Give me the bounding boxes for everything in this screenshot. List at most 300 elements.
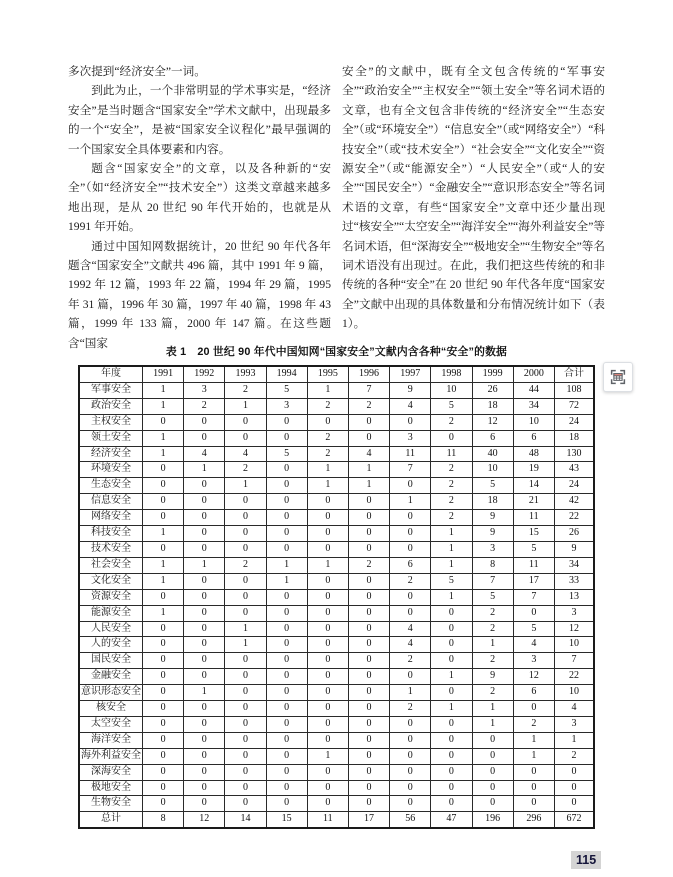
column-header: 2000: [513, 366, 554, 382]
table-cell: 1: [431, 589, 472, 605]
table-cell: 0: [348, 701, 389, 717]
table-cell: 0: [472, 764, 513, 780]
table-cell: 34: [513, 398, 554, 414]
table-cell: 0: [307, 653, 348, 669]
table-cell: 0: [390, 732, 431, 748]
table-cell: 0: [184, 510, 225, 526]
table-cell: 1: [225, 478, 266, 494]
table-cell: 0: [225, 685, 266, 701]
column-header: 1999: [472, 366, 513, 382]
row-label: 核安全: [79, 701, 143, 717]
table-cell: 0: [266, 732, 307, 748]
column-header: 1991: [143, 366, 184, 382]
table-cell: 1: [513, 732, 554, 748]
table-cell: 1: [431, 701, 472, 717]
table-cell: 2: [390, 701, 431, 717]
table-cell: 1: [184, 685, 225, 701]
table-cell: 0: [555, 764, 595, 780]
table-cell: 0: [266, 685, 307, 701]
table-cell: 0: [184, 621, 225, 637]
table-cell: 10: [555, 637, 595, 653]
table-cell: 0: [225, 669, 266, 685]
table-row: [79, 732, 594, 748]
table-cell: 17: [348, 812, 389, 828]
table-cell: 6: [513, 685, 554, 701]
table-cell: 2: [431, 478, 472, 494]
table-cell: 0: [184, 573, 225, 589]
table-cell: 13: [555, 589, 595, 605]
table-row: [79, 780, 594, 796]
table-cell: 15: [513, 526, 554, 542]
paragraph: 通过中国知网数据统计，20 世纪 90 年代各年题含“国家安全”文献共 496 篇，其中 1991 年 9 篇，1992 年 12 篇，1993 年 22 篇，1994 年 29 篇，1995 年 31 篇，1996 年 30 篇，1997 年 40 篇，1998 年 43 篇，1999 年 133 篇，2000 年 147 篇。在这些题含“国家: [68, 239, 331, 350]
table-cell: 12: [472, 414, 513, 430]
table-row: [79, 669, 594, 685]
table-cell: 0: [184, 780, 225, 796]
table-cell: 108: [555, 382, 595, 398]
table-cell: 4: [348, 446, 389, 462]
table-cell: 26: [555, 526, 595, 542]
table-cell: 0: [143, 653, 184, 669]
table-cell: 0: [348, 494, 389, 510]
table-cell: 22: [555, 510, 595, 526]
table-cell: 22: [555, 669, 595, 685]
security-data-table: [78, 365, 595, 829]
table-cell: 0: [143, 589, 184, 605]
table-cell: 18: [472, 494, 513, 510]
table-cell: 7: [348, 382, 389, 398]
table-cell: 1: [431, 541, 472, 557]
table-cell: 1: [143, 446, 184, 462]
table-cell: 0: [225, 573, 266, 589]
table-row: [79, 589, 594, 605]
table-cell: 7: [513, 589, 554, 605]
table-cell: 43: [555, 462, 595, 478]
left-column: [68, 62, 331, 353]
table-cell: 0: [143, 732, 184, 748]
table-cell: 0: [225, 605, 266, 621]
table-cell: 7: [390, 462, 431, 478]
table-cell: 0: [266, 669, 307, 685]
table-cell: 11: [513, 557, 554, 573]
row-label: 海洋安全: [79, 732, 143, 748]
table-cell: 0: [184, 414, 225, 430]
table-cell: 0: [513, 780, 554, 796]
table-cell: 0: [184, 589, 225, 605]
table-cell: 0: [307, 589, 348, 605]
table-section: [68, 344, 605, 829]
table-cell: 0: [431, 796, 472, 812]
table-row: [79, 764, 594, 780]
table-cell: 6: [472, 430, 513, 446]
paragraph: 安全”的文献中，既有全文包含传统的“军事安全”“政治安全”“主权安全”“领土安全”等名词术语的文章，也有全文包含非传统的“经济安全”“生态安全”（或“环境安全”）“信息安全”（或“网络安全”）“科技安全”（或“技术安全”）“社会安全”“文化安全”“资源安全”（或“能源安全”）“人民安全”（或“人的安全”“国民安全”）“金融安全”“意识形态安全”等名词术语的文章，有些“国家安全”文章中还少量出现过“核安全”“太空安全”“海洋安全”“海外利益安全”等名词术语，但“深海安全”“极地安全”“生物安全”等名词术语没有出现过。在此，我们把这些传统的和非传统的各种“安全”在 20 世纪 90 年代各年度“国家安全”文献中出现的具体数量和分布情况统计如下（表 1）。: [342, 65, 605, 331]
table-cell: 0: [348, 796, 389, 812]
table-row: [79, 462, 594, 478]
table-row: [79, 510, 594, 526]
table-cell: 2: [431, 494, 472, 510]
table-row: [79, 541, 594, 557]
table-cell: 34: [555, 557, 595, 573]
row-label: 深海安全: [79, 764, 143, 780]
table-cell: 3: [184, 382, 225, 398]
table-cell: 0: [307, 669, 348, 685]
table-cell: 10: [555, 685, 595, 701]
table-cell: 2: [472, 653, 513, 669]
table-cell: 12: [184, 812, 225, 828]
table-cell: 0: [225, 494, 266, 510]
table-cell: 2: [307, 430, 348, 446]
table-cell: 1: [143, 430, 184, 446]
table-cell: 1: [431, 557, 472, 573]
table-row: [79, 526, 594, 542]
table-cell: 0: [348, 430, 389, 446]
table-cell: 10: [513, 414, 554, 430]
table-cell: 0: [225, 589, 266, 605]
table-cell: 9: [555, 541, 595, 557]
table-cell: 11: [307, 812, 348, 828]
table-cell: 0: [143, 716, 184, 732]
table-cell: 2: [513, 716, 554, 732]
table-cell: 0: [184, 637, 225, 653]
table-cell: 1: [266, 573, 307, 589]
table-cell: 0: [225, 701, 266, 717]
table-cell: 0: [143, 701, 184, 717]
table-cell: 11: [513, 510, 554, 526]
table-cell: 0: [266, 414, 307, 430]
table-cell: 0: [143, 780, 184, 796]
table-cell: 0: [266, 430, 307, 446]
table-cell: 7: [472, 573, 513, 589]
table-cell: 0: [307, 701, 348, 717]
row-label: 生态安全: [79, 478, 143, 494]
table-cell: 0: [184, 748, 225, 764]
table-cell: 0: [266, 605, 307, 621]
table-cell: 18: [472, 398, 513, 414]
table-cell: 0: [184, 764, 225, 780]
row-label: 政治安全: [79, 398, 143, 414]
table-cell: 0: [307, 526, 348, 542]
table-cell: 0: [266, 526, 307, 542]
table-row: [79, 382, 594, 398]
table-cell: 0: [390, 605, 431, 621]
row-label: 信息安全: [79, 494, 143, 510]
row-label: 国民安全: [79, 653, 143, 669]
table-cell: 0: [225, 653, 266, 669]
column-header: 1994: [266, 366, 307, 382]
table-cell: 0: [555, 780, 595, 796]
row-label: 人民安全: [79, 621, 143, 637]
table-cell: 0: [143, 669, 184, 685]
table-cell: 0: [390, 526, 431, 542]
table-row: [79, 796, 594, 812]
table-cell: 0: [266, 701, 307, 717]
table-cell: 26: [472, 382, 513, 398]
table-row: [79, 748, 594, 764]
table-cell: 0: [431, 430, 472, 446]
table-cell: 0: [184, 701, 225, 717]
table-cell: 0: [513, 796, 554, 812]
table-cell: 0: [307, 541, 348, 557]
table-row: [79, 414, 594, 430]
table-cell: 6: [390, 557, 431, 573]
table-row: [79, 398, 594, 414]
table-cell: 2: [225, 557, 266, 573]
table-row: [79, 446, 594, 462]
table-cell: 0: [307, 605, 348, 621]
table-cell: 2: [348, 557, 389, 573]
table-cell: 1: [225, 637, 266, 653]
table-cell: 2: [390, 573, 431, 589]
table-cell: 3: [555, 605, 595, 621]
table-cell: 0: [348, 573, 389, 589]
table-cell: 0: [472, 732, 513, 748]
table-cell: 0: [143, 494, 184, 510]
table-cell: 0: [348, 780, 389, 796]
table-cell: 1: [184, 557, 225, 573]
table-cell: 0: [266, 637, 307, 653]
table-cell: 42: [555, 494, 595, 510]
table-cell: 0: [472, 780, 513, 796]
table-cell: 0: [307, 494, 348, 510]
table-cell: 9: [390, 382, 431, 398]
table-row: [79, 812, 594, 828]
table-cell: 0: [266, 589, 307, 605]
table-cell: 0: [143, 478, 184, 494]
table-cell: 56: [390, 812, 431, 828]
row-label: 资源安全: [79, 589, 143, 605]
table-cell: 0: [348, 541, 389, 557]
table-cell: 10: [431, 382, 472, 398]
table-cell: 0: [225, 414, 266, 430]
table-cell: 0: [390, 414, 431, 430]
table-cell: 1: [143, 573, 184, 589]
table-cell: 0: [266, 796, 307, 812]
table-row: [79, 637, 594, 653]
table-cell: 0: [307, 685, 348, 701]
year-axis-header: 年度: [79, 366, 143, 382]
table-cell: 0: [143, 796, 184, 812]
row-label: 能源安全: [79, 605, 143, 621]
table-cell: 2: [472, 685, 513, 701]
page-number: 115: [571, 851, 601, 869]
table-cell: 130: [555, 446, 595, 462]
table-cell: 1: [390, 494, 431, 510]
table-cell: 1: [184, 462, 225, 478]
table-cell: 0: [143, 541, 184, 557]
table-cell: 0: [307, 573, 348, 589]
table-cell: 2: [307, 446, 348, 462]
table-cell: 1: [307, 478, 348, 494]
table-cell: 21: [513, 494, 554, 510]
row-label: 人的安全: [79, 637, 143, 653]
table-cell: 0: [266, 621, 307, 637]
table-cell: 0: [348, 637, 389, 653]
table-cell: 0: [307, 716, 348, 732]
row-label: 科技安全: [79, 526, 143, 542]
table-cell: 0: [390, 541, 431, 557]
table-cell: 2: [472, 621, 513, 637]
table-cell: 0: [348, 589, 389, 605]
table-cell: 2: [431, 510, 472, 526]
table-cell: 5: [472, 589, 513, 605]
table-cell: 0: [390, 478, 431, 494]
table-cell: 0: [225, 732, 266, 748]
row-label: 主权安全: [79, 414, 143, 430]
table-cell: 48: [513, 446, 554, 462]
table-cell: 1: [143, 382, 184, 398]
row-label: 意识形态安全: [79, 685, 143, 701]
table-cell: 0: [348, 716, 389, 732]
table-cell: 4: [390, 637, 431, 653]
table-cell: 0: [431, 716, 472, 732]
table-cell: 0: [225, 541, 266, 557]
column-header: 1992: [184, 366, 225, 382]
table-cell: 1: [143, 557, 184, 573]
table-cell: 1: [143, 605, 184, 621]
table-cell: 5: [266, 446, 307, 462]
table-cell: 672: [555, 812, 595, 828]
table-cell: 4: [225, 446, 266, 462]
paragraph: 多次提到“经济安全”一词。: [68, 65, 206, 78]
table-cell: 1: [348, 462, 389, 478]
table-cell: 1: [307, 748, 348, 764]
table-capture-icon: [609, 368, 627, 386]
row-label: 社会安全: [79, 557, 143, 573]
table-cell: 3: [555, 716, 595, 732]
table-cell: 0: [431, 621, 472, 637]
table-cell: 0: [390, 716, 431, 732]
table-cell: 0: [348, 605, 389, 621]
table-cell: 0: [307, 637, 348, 653]
table-cell: 0: [143, 685, 184, 701]
table-cell: 0: [348, 621, 389, 637]
table-cell: 0: [513, 764, 554, 780]
row-label: 经济安全: [79, 446, 143, 462]
table-cell: 18: [555, 430, 595, 446]
column-header: 合计: [555, 366, 595, 382]
table-cell: 0: [143, 748, 184, 764]
table-cell: 0: [431, 685, 472, 701]
table-row: [79, 494, 594, 510]
table-cell: 0: [390, 780, 431, 796]
table-cell: 0: [184, 541, 225, 557]
table-capture-button[interactable]: [603, 362, 633, 392]
table-cell: 0: [225, 430, 266, 446]
right-column: [342, 62, 605, 353]
row-label: 总计: [79, 812, 143, 828]
column-header: 1998: [431, 366, 472, 382]
table-cell: 0: [348, 653, 389, 669]
table-cell: 0: [431, 764, 472, 780]
table-cell: 296: [513, 812, 554, 828]
table-cell: 2: [555, 748, 595, 764]
table-cell: 0: [472, 748, 513, 764]
body-text: [68, 62, 605, 353]
table-cell: 0: [184, 732, 225, 748]
table-row: [79, 685, 594, 701]
table-cell: 0: [266, 510, 307, 526]
table-cell: 0: [184, 526, 225, 542]
table-cell: 9: [472, 669, 513, 685]
table-cell: 0: [390, 796, 431, 812]
table-cell: 0: [266, 716, 307, 732]
table-cell: 1: [431, 526, 472, 542]
table-cell: 17: [513, 573, 554, 589]
table-cell: 2: [431, 462, 472, 478]
table-row: [79, 573, 594, 589]
table-cell: 0: [266, 653, 307, 669]
table-cell: 0: [184, 605, 225, 621]
table-cell: 0: [225, 716, 266, 732]
table-cell: 0: [431, 605, 472, 621]
table-cell: 10: [472, 462, 513, 478]
table-cell: 2: [307, 398, 348, 414]
table-cell: 0: [266, 494, 307, 510]
table-cell: 0: [184, 430, 225, 446]
table-cell: 14: [225, 812, 266, 828]
table-cell: 0: [266, 541, 307, 557]
table-cell: 1: [266, 557, 307, 573]
column-header: 1997: [390, 366, 431, 382]
table-cell: 0: [390, 589, 431, 605]
row-label: 文化安全: [79, 573, 143, 589]
table-body: [79, 382, 594, 828]
table-cell: 0: [143, 414, 184, 430]
column-header: 1996: [348, 366, 389, 382]
table-cell: 0: [348, 732, 389, 748]
table-cell: 0: [184, 653, 225, 669]
table-cell: 0: [390, 748, 431, 764]
table-cell: 2: [431, 414, 472, 430]
table-cell: 0: [225, 526, 266, 542]
table-cell: 3: [472, 541, 513, 557]
table-cell: 3: [266, 398, 307, 414]
table-cell: 4: [513, 637, 554, 653]
table-cell: 14: [513, 478, 554, 494]
table-cell: 4: [555, 701, 595, 717]
table-cell: 2: [472, 605, 513, 621]
table-row: [79, 557, 594, 573]
table-cell: 1: [143, 526, 184, 542]
table-cell: 0: [184, 716, 225, 732]
table-cell: 19: [513, 462, 554, 478]
table-cell: 0: [225, 510, 266, 526]
row-label: 领土安全: [79, 430, 143, 446]
table-cell: 33: [555, 573, 595, 589]
table-cell: 1: [143, 398, 184, 414]
column-header: 1995: [307, 366, 348, 382]
table-cell: 44: [513, 382, 554, 398]
paragraph: 题含“国家安全”的文章，以及各种新的“安全”（如“经济安全”“技术安全”）这类文章越来越多地出现，是从 20 世纪 90 年代开始的，也就是从 1991 年开始。: [68, 162, 331, 234]
table-cell: 0: [225, 780, 266, 796]
table-cell: 0: [184, 478, 225, 494]
table-cell: 40: [472, 446, 513, 462]
table-cell: 5: [472, 478, 513, 494]
row-label: 金融安全: [79, 669, 143, 685]
table-cell: 1: [472, 701, 513, 717]
table-cell: 0: [307, 796, 348, 812]
table-cell: 1: [307, 382, 348, 398]
table-row: [79, 605, 594, 621]
table-row: [79, 716, 594, 732]
table-cell: 2: [184, 398, 225, 414]
table-cell: 0: [266, 764, 307, 780]
row-label: 技术安全: [79, 541, 143, 557]
table-cell: 0: [348, 526, 389, 542]
row-label: 海外利益安全: [79, 748, 143, 764]
table-cell: 0: [225, 764, 266, 780]
table-cell: 6: [513, 430, 554, 446]
table-cell: 0: [307, 414, 348, 430]
